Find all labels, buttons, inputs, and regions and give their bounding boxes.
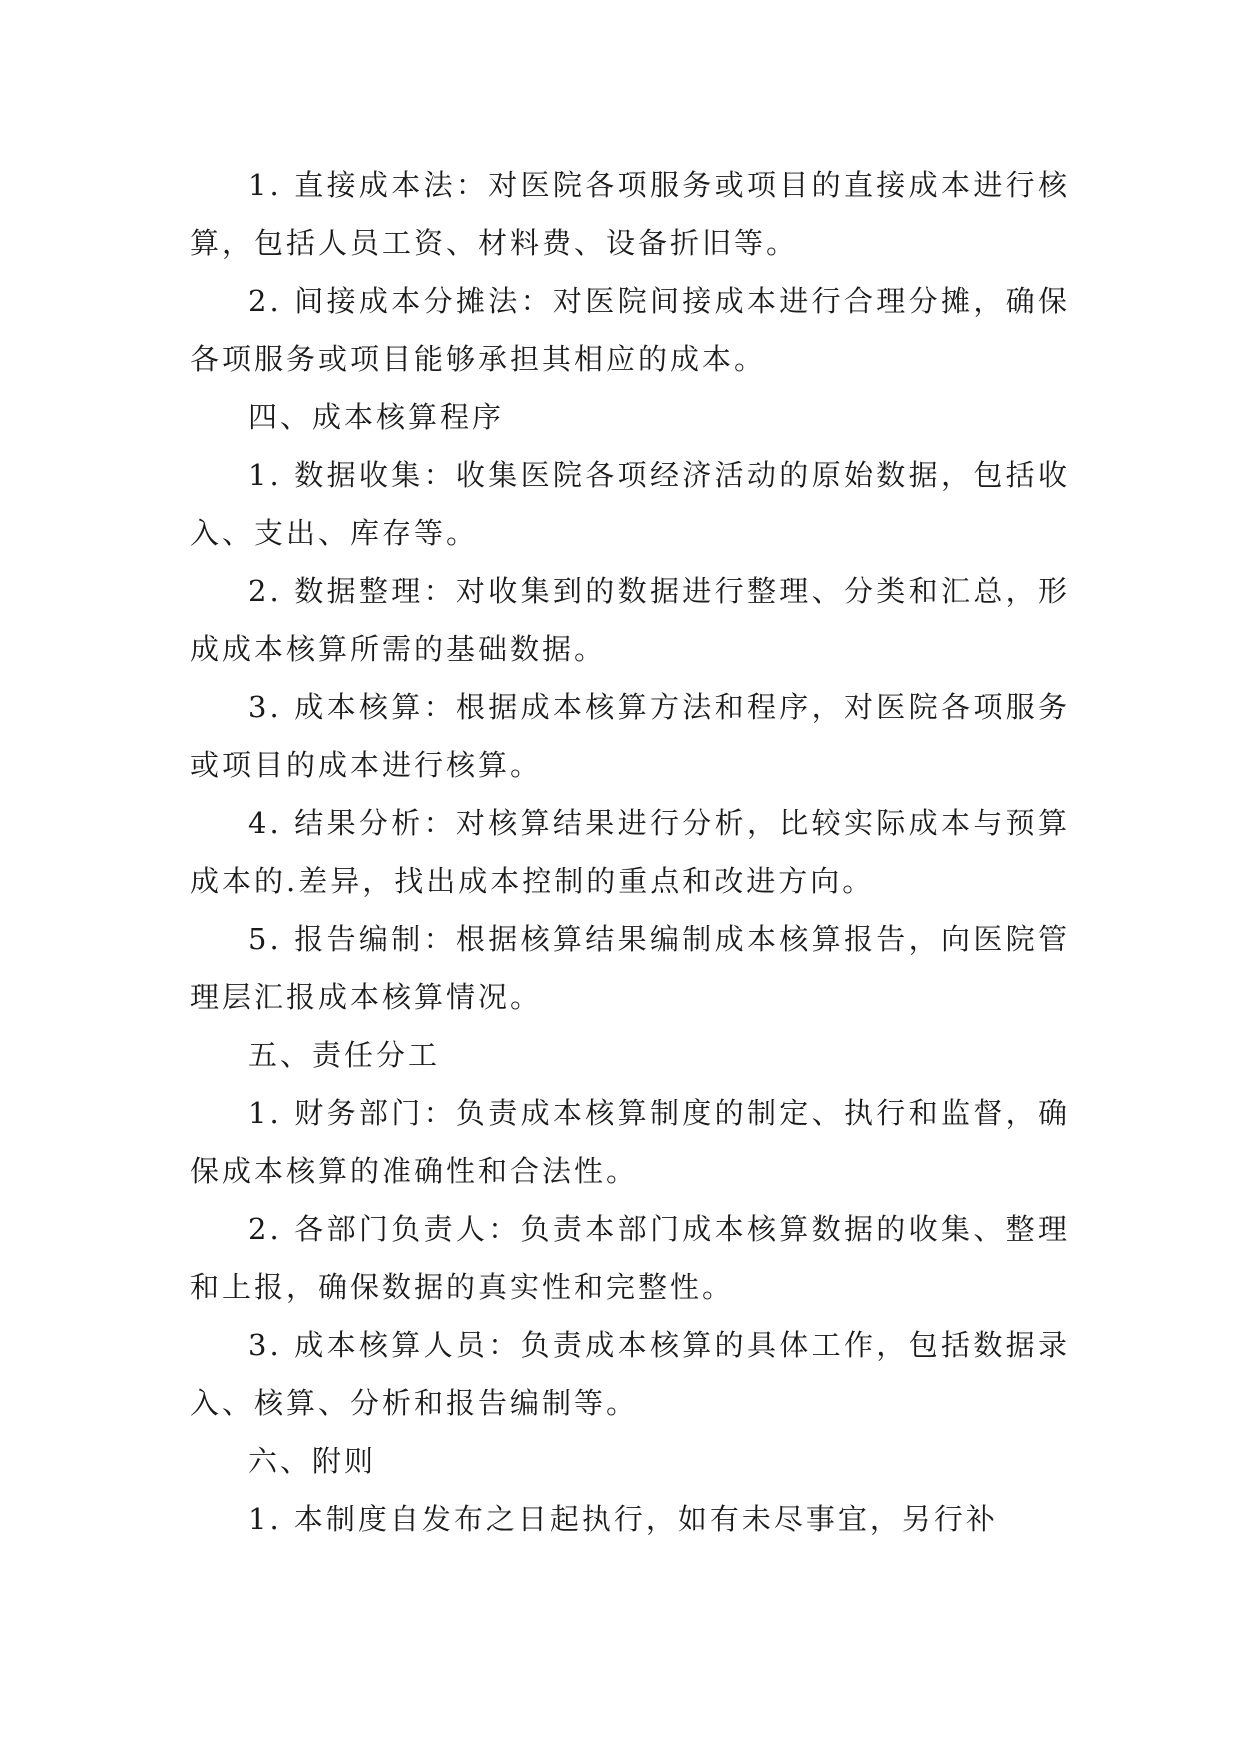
- paragraph-indirect-cost-allocation: 2. 间接成本分摊法：对医院间接成本进行合理分摊，确保各项服务或项目能够承担其相应的成本。: [190, 284, 1070, 376]
- paragraph-data-organization: 2. 数据整理：对收集到的数据进行整理、分类和汇总，形成成本核算所需的基础数据。: [190, 574, 1070, 666]
- paragraph-result-analysis: 4. 结果分析：对核算结果进行分析，比较实际成本与预算成本的.差异，找出成本控制的重点和改进方向。: [190, 806, 1070, 898]
- paragraph-report-compilation: 5. 报告编制：根据核算结果编制成本核算报告，向医院管理层汇报成本核算情况。: [190, 922, 1070, 1014]
- section-heading-supplementary: 六、附则: [248, 1444, 377, 1478]
- section-heading-procedure: 四、成本核算程序: [248, 400, 505, 434]
- paragraph-cost-accounting: 3. 成本核算：根据成本核算方法和程序，对医院各项服务或项目的成本进行核算。: [190, 690, 1070, 782]
- paragraph-effective-date: 1. 本制度自发布之日起执行，如有未尽事宜，另行补: [248, 1502, 998, 1536]
- paragraph-direct-cost-method: 1. 直接成本法：对医院各项服务或项目的直接成本进行核算，包括人员工资、材料费、设备折旧等。: [190, 168, 1070, 260]
- paragraph-department-heads: 2. 各部门负责人：负责本部门成本核算数据的收集、整理和上报，确保数据的真实性和完整性。: [190, 1212, 1070, 1304]
- paragraph-data-collection: 1. 数据收集：收集医院各项经济活动的原始数据，包括收入、支出、库存等。: [190, 458, 1070, 550]
- paragraph-accounting-staff: 3. 成本核算人员：负责成本核算的具体工作，包括数据录入、核算、分析和报告编制等。: [190, 1328, 1070, 1420]
- paragraph-finance-department: 1. 财务部门：负责成本核算制度的制定、执行和监督，确保成本核算的准确性和合法性。: [190, 1096, 1070, 1188]
- section-heading-responsibilities: 五、责任分工: [248, 1038, 441, 1072]
- document-body: [190, 156, 1070, 1548]
